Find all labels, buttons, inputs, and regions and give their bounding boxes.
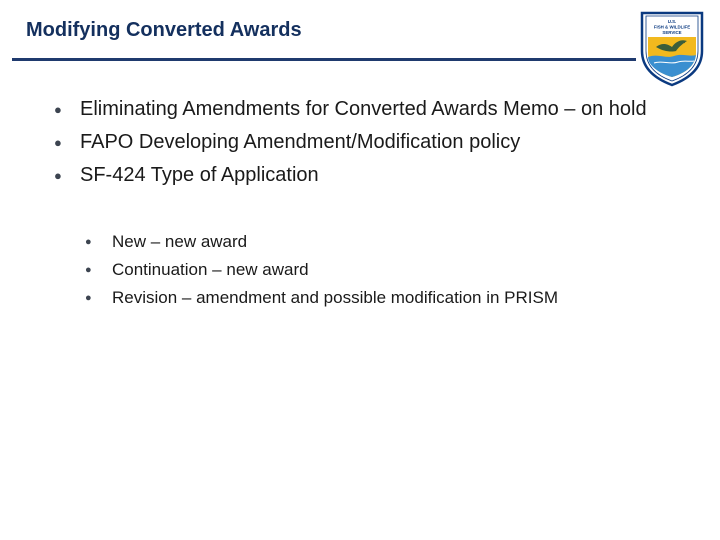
logo-text-line1: U.S.	[667, 19, 677, 24]
sub-bullet-item	[0, 228, 692, 256]
sub-bullet-list	[0, 228, 692, 312]
sub-bullet-text: Continuation – new award	[112, 260, 309, 279]
logo-text-line2: FISH & WILDLIFE	[653, 24, 691, 30]
sub-bullet-item	[0, 256, 692, 284]
bullet-list	[0, 93, 680, 192]
fws-shield-logo	[640, 11, 704, 87]
logo-text-line3: SERVICE	[662, 30, 682, 35]
sub-bullet-item	[0, 284, 692, 312]
sub-bullet-text: New – new award	[112, 232, 248, 251]
bullet-dot-icon: ●	[85, 236, 92, 248]
sub-bullet-text: Revision – amendment and possible modification in PRISM	[112, 288, 559, 307]
title-divider	[12, 58, 636, 61]
bullet-dot-icon: ●	[54, 135, 62, 150]
bullet-dot-icon: ●	[54, 168, 62, 183]
bullet-dot-icon: ●	[54, 102, 62, 117]
bullet-dot-icon: ●	[85, 264, 92, 276]
bullet-item	[0, 93, 680, 126]
bullet-item	[0, 126, 680, 159]
slide-title: Modifying Converted Awards	[26, 19, 302, 41]
bullet-text: SF-424 Type of Application	[80, 164, 319, 186]
bullet-item	[0, 159, 680, 192]
bullet-text: FAPO Developing Amendment/Modification policy	[80, 131, 521, 153]
bullet-text: Eliminating Amendments for Converted Awards Memo – on hold	[80, 98, 647, 120]
bullet-dot-icon: ●	[85, 292, 92, 304]
